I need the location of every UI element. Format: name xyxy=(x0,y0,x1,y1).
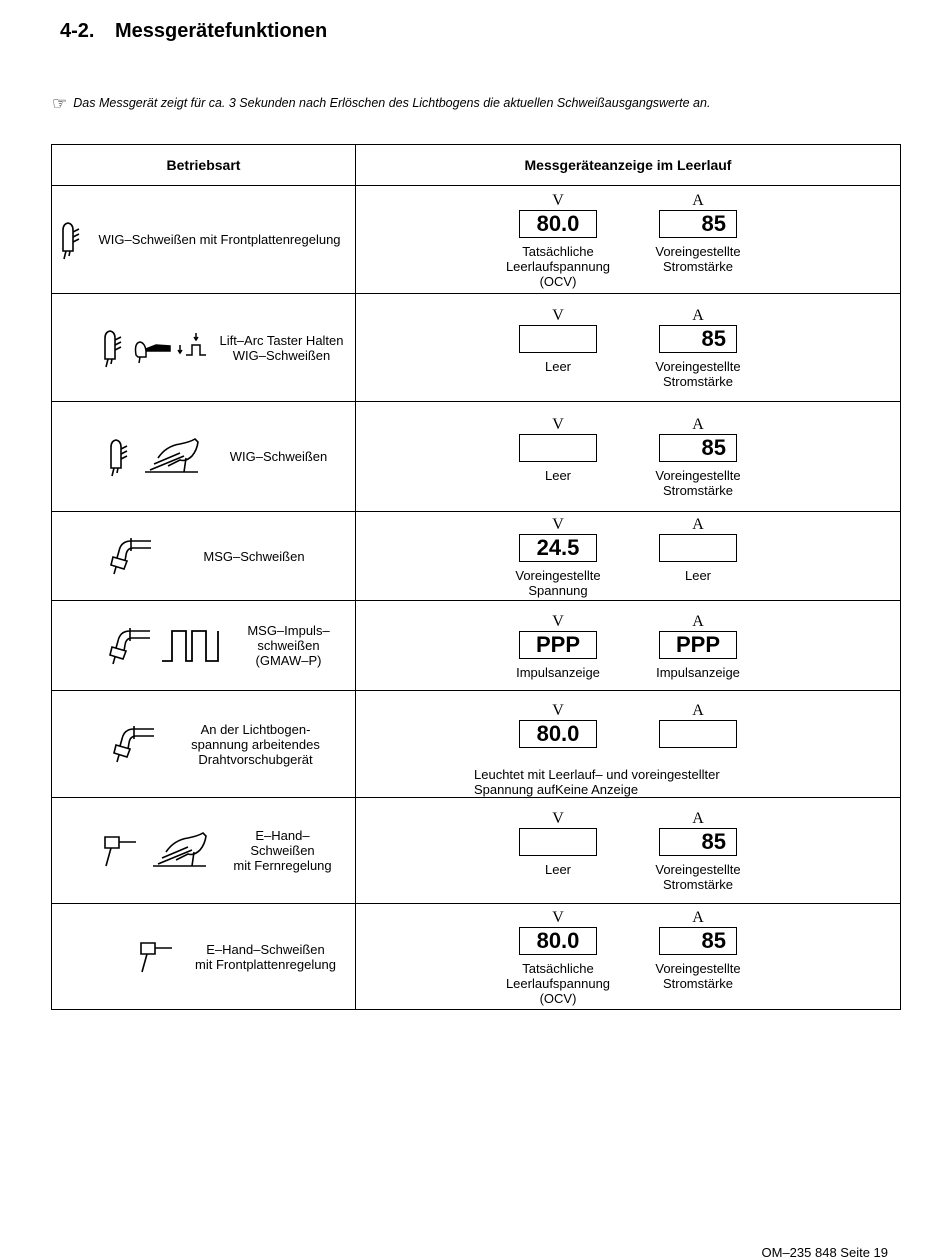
foot-pedal-icon xyxy=(140,436,202,478)
mode xyxy=(52,722,355,767)
page-footer: OM–235 848 Seite 19 xyxy=(761,1245,888,1260)
ammeter xyxy=(628,515,768,583)
mode-label: WIG–Schweißen mit Frontplattenregelung xyxy=(98,232,341,247)
amp-unit-label: A xyxy=(692,515,704,533)
mode-cell xyxy=(52,798,356,904)
pointing-hand-icon: ☞ xyxy=(52,94,68,113)
display-cell xyxy=(356,294,901,402)
tig-torch-icon xyxy=(100,328,126,368)
meter-displays xyxy=(356,701,900,797)
volt-unit-label: V xyxy=(552,612,564,630)
table-row xyxy=(52,294,901,402)
table-row xyxy=(52,601,901,691)
volt-caption: Tatsächliche Leerlaufspannung (OCV) xyxy=(505,243,611,289)
voltmeter xyxy=(488,908,628,1006)
amp-display-value: 85 xyxy=(659,828,737,856)
volt-display-value: 80.0 xyxy=(519,210,597,238)
stick-electrode-icon xyxy=(138,940,176,974)
mig-gun-icon xyxy=(110,724,156,764)
table-row xyxy=(52,691,901,798)
amp-caption: Leer xyxy=(684,567,712,583)
amp-caption: Voreingestellte Stromstärke xyxy=(655,243,741,274)
volt-unit-label: V xyxy=(552,307,564,324)
mode xyxy=(52,828,355,873)
amp-display-value: 85 xyxy=(659,325,737,353)
foot-pedal-icon xyxy=(148,830,210,872)
amp-caption: Impulsanzeige xyxy=(656,664,740,680)
display-cell xyxy=(356,904,901,1010)
tig-torch-icon xyxy=(58,220,84,260)
long-caption: Leuchtet mit Leerlauf– und voreingestellter Spannung aufKeine Anzeige xyxy=(474,767,720,797)
volt-display-value: 80.0 xyxy=(519,720,597,748)
volt-display-value xyxy=(519,828,597,856)
amp-unit-label: A xyxy=(692,307,704,324)
mode-label: MSG–Impuls– schweißen (GMAW–P) xyxy=(247,623,330,668)
volt-caption: Leer xyxy=(544,862,572,877)
section-title: Messgerätefunktionen xyxy=(115,20,328,42)
note xyxy=(52,94,710,114)
table-row xyxy=(52,512,901,601)
amp-display-value xyxy=(659,720,737,748)
table-header-row xyxy=(52,145,901,186)
volt-unit-label: V xyxy=(552,908,564,926)
mode xyxy=(52,536,355,576)
pulse-wave-icon xyxy=(160,627,222,665)
meter-displays xyxy=(356,515,900,598)
volt-caption: Voreingestellte Spannung xyxy=(515,567,601,598)
mode-label: E–Hand–Schweißen mit Frontplattenregelung xyxy=(195,941,336,972)
display-cell xyxy=(356,601,901,691)
amp-caption: Voreingestellte Stromstärke xyxy=(655,960,741,991)
amp-display-value: 85 xyxy=(659,927,737,955)
volt-caption: Tatsächliche Leerlaufspannung (OCV) xyxy=(505,960,611,1006)
volt-unit-label: V xyxy=(552,702,564,719)
volt-display-value: PPP xyxy=(519,631,597,659)
volt-unit-label: V xyxy=(552,515,564,533)
amp-caption: Voreingestellte Stromstärke xyxy=(655,862,741,892)
voltmeter xyxy=(488,809,628,877)
mode-cell xyxy=(52,512,356,601)
mode-label: An der Lichtbogen- spannung arbeitendes Drahtvorschubgerät xyxy=(191,721,320,767)
volt-caption: Impulsanzeige xyxy=(516,664,600,680)
mode xyxy=(52,623,355,668)
meter-functions-table xyxy=(51,144,901,1010)
volt-caption: Leer xyxy=(544,468,572,483)
note-text: Das Messgerät zeigt für ca. 3 Sekunden nach Erlöschen des Lichtbogens die aktuellen Schweißausgangswerte an. xyxy=(73,96,711,110)
header-display: Messgeräteanzeige im Leerlauf xyxy=(356,145,901,186)
meter-displays xyxy=(356,612,900,680)
amp-unit-label: A xyxy=(692,612,704,630)
mode xyxy=(52,220,355,260)
volt-unit-label: V xyxy=(552,810,564,827)
mode-cell xyxy=(52,691,356,798)
amp-caption: Voreingestellte Stromstärke xyxy=(655,468,741,498)
voltmeter xyxy=(488,515,628,598)
amp-unit-label: A xyxy=(692,702,704,719)
amp-unit-label: A xyxy=(692,416,704,433)
display-cell xyxy=(356,798,901,904)
ammeter xyxy=(628,908,768,991)
volt-display-value: 80.0 xyxy=(519,927,597,955)
volt-unit-label: V xyxy=(552,191,564,209)
section-number: 4-2. xyxy=(60,20,95,42)
amp-display-value: PPP xyxy=(659,631,737,659)
amp-unit-label: A xyxy=(692,191,704,209)
mode xyxy=(52,940,355,974)
mode-label: MSG–Schweißen xyxy=(203,548,305,564)
mode-label: Lift–Arc Taster Halten WIG–Schweißen xyxy=(219,332,344,363)
voltmeter xyxy=(488,415,628,483)
volt-unit-label: V xyxy=(552,416,564,433)
lift-arc-icon xyxy=(134,331,208,365)
tig-torch-icon xyxy=(106,437,132,477)
section-heading xyxy=(60,20,327,43)
volt-caption: Leer xyxy=(544,359,572,374)
table-row xyxy=(52,402,901,512)
meter-displays xyxy=(356,191,900,289)
volt-display-value xyxy=(519,325,597,353)
ammeter xyxy=(628,191,768,274)
amp-unit-label: A xyxy=(692,810,704,827)
ammeter xyxy=(628,612,768,680)
ammeter xyxy=(628,809,768,892)
mode-label: WIG–Schweißen xyxy=(229,449,328,464)
amp-caption: Voreingestellte Stromstärke xyxy=(655,359,741,389)
amp-unit-label: A xyxy=(692,908,704,926)
table-row xyxy=(52,904,901,1010)
mode-cell xyxy=(52,904,356,1010)
mode-cell xyxy=(52,294,356,402)
meter-displays xyxy=(356,415,900,498)
ammeter xyxy=(628,306,768,389)
mode xyxy=(52,328,355,368)
mode-cell xyxy=(52,186,356,294)
mode-cell xyxy=(52,402,356,512)
voltmeter xyxy=(488,701,628,748)
mig-gun-icon xyxy=(106,626,152,666)
amp-display-value xyxy=(659,534,737,562)
amp-display-value: 85 xyxy=(659,434,737,462)
stick-electrode-icon xyxy=(102,834,140,868)
display-cell xyxy=(356,691,901,798)
table-row xyxy=(52,186,901,294)
meter-displays xyxy=(356,908,900,1006)
voltmeter xyxy=(488,612,628,680)
volt-display-value: 24.5 xyxy=(519,534,597,562)
table-row xyxy=(52,798,901,904)
ammeter xyxy=(628,701,768,748)
ammeter xyxy=(628,415,768,498)
mode-label: E–Hand– Schweißen mit Fernregelung xyxy=(233,828,332,873)
header-mode: Betriebsart xyxy=(52,145,356,186)
voltmeter xyxy=(488,306,628,374)
display-cell xyxy=(356,186,901,294)
mig-gun-icon xyxy=(107,536,153,576)
amp-display-value: 85 xyxy=(659,210,737,238)
voltmeter xyxy=(488,191,628,289)
display-cell xyxy=(356,512,901,601)
mode xyxy=(52,436,355,478)
volt-display-value xyxy=(519,434,597,462)
display-cell xyxy=(356,402,901,512)
meter-displays xyxy=(356,809,900,892)
mode-cell xyxy=(52,601,356,691)
meter-displays xyxy=(356,306,900,389)
